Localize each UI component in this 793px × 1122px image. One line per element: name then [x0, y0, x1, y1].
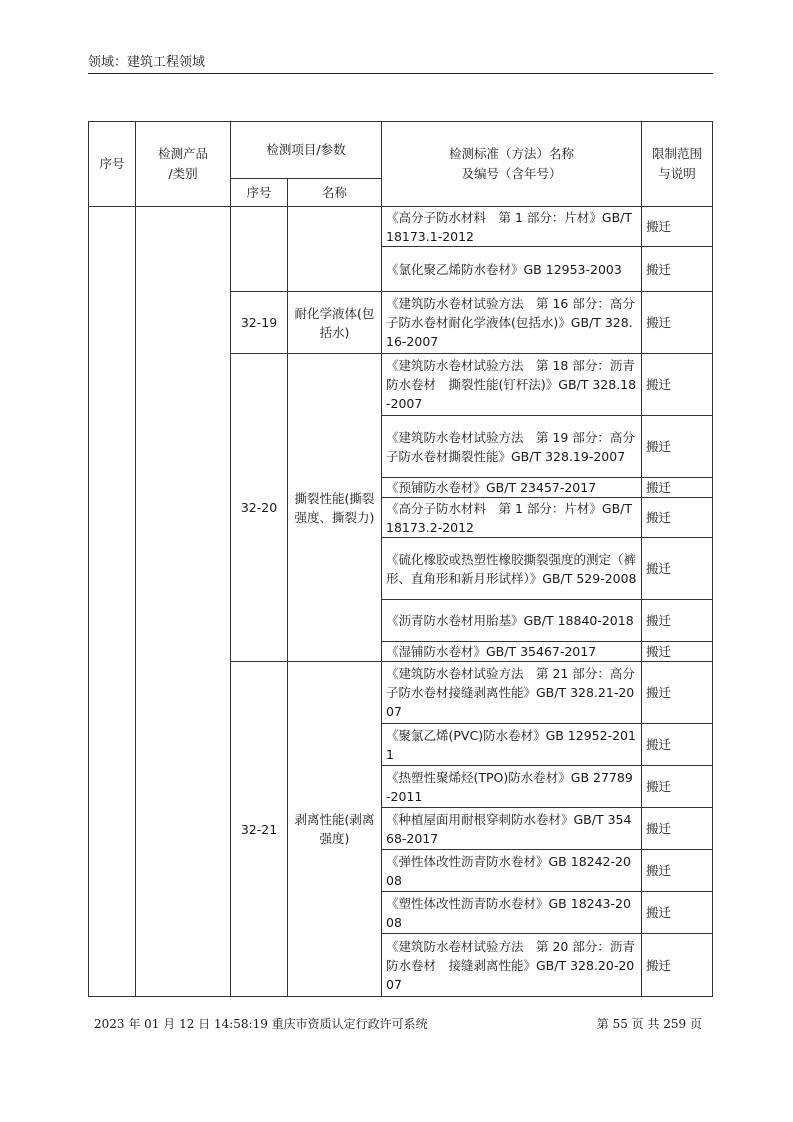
standard-cell: 《建筑防水卷材试验方法 第 16 部分：高分子防水卷材耐化学液体(包括水)》GB/T 328.16-2007	[382, 292, 642, 354]
standard-cell: 《湿铺防水卷材》GB/T 35467-2017	[382, 642, 642, 662]
page-header-domain: 领域：建筑工程领域	[88, 55, 206, 70]
header-item-name: 名称	[288, 179, 382, 207]
limit-cell: 搬迁	[642, 934, 713, 997]
limit-cell: 搬迁	[642, 416, 713, 478]
item-seq-cell: 32-20	[231, 354, 288, 662]
header-limit: 限制范围 与说明	[642, 122, 713, 207]
item-seq-cell: 32-19	[231, 292, 288, 354]
item-name-cell: 耐化学液体(包括水)	[288, 292, 382, 354]
header-divider	[88, 73, 713, 74]
header-product-category: 检测产品 /类别	[136, 122, 231, 207]
header-standard: 检测标准（方法）名称 及编号（含年号）	[382, 122, 642, 207]
limit-cell: 搬迁	[642, 600, 713, 642]
limit-cell: 搬迁	[642, 498, 713, 538]
item-seq-cell	[231, 207, 288, 292]
standard-cell: 《热塑性聚烯烃(TPO)防水卷材》GB 27789-2011	[382, 766, 642, 808]
standard-cell: 《建筑防水卷材试验方法 第 20 部分：沥青防水卷材 接缝剥离性能》GB/T 328.20-2007	[382, 934, 642, 997]
standard-cell: 《弹性体改性沥青防水卷材》GB 18242-2008	[382, 850, 642, 892]
standard-cell: 《高分子防水材料 第 1 部分：片材》GB/T 18173.1-2012	[382, 207, 642, 247]
limit-cell: 搬迁	[642, 354, 713, 416]
standard-cell: 《沥青防水卷材用胎基》GB/T 18840-2018	[382, 600, 642, 642]
limit-cell: 搬迁	[642, 207, 713, 247]
limit-cell: 搬迁	[642, 478, 713, 498]
inspection-standards-table	[88, 121, 713, 997]
header-seq: 序号	[89, 122, 136, 207]
item-name-cell: 撕裂性能(撕裂强度、撕裂力)	[288, 354, 382, 662]
header-item-seq: 序号	[231, 179, 288, 207]
limit-cell: 搬迁	[642, 538, 713, 600]
limit-cell: 搬迁	[642, 724, 713, 766]
header-item-parameter: 检测项目/参数	[231, 122, 382, 179]
limit-cell: 搬迁	[642, 766, 713, 808]
item-seq-cell: 32-21	[231, 662, 288, 997]
standard-cell: 《高分子防水材料 第 1 部分：片材》GB/T 18173.2-2012	[382, 498, 642, 538]
limit-cell: 搬迁	[642, 850, 713, 892]
footer-timestamp-system: 2023 年 01 月 12 日 14:58:19 重庆市资质认定行政许可系统	[94, 1017, 428, 1031]
standard-cell: 《塑性体改性沥青防水卷材》GB 18243-2008	[382, 892, 642, 934]
standard-cell: 《建筑防水卷材试验方法 第 19 部分：高分子防水卷材撕裂性能》GB/T 328.19-2007	[382, 416, 642, 478]
limit-cell: 搬迁	[642, 892, 713, 934]
limit-cell: 搬迁	[642, 808, 713, 850]
item-name-cell	[288, 207, 382, 292]
limit-cell: 搬迁	[642, 642, 713, 662]
standard-cell: 《硫化橡胶或热塑性橡胶撕裂强度的测定（裤形、直角形和新月形试样）》GB/T 529-2008	[382, 538, 642, 600]
standard-cell: 《建筑防水卷材试验方法 第 18 部分：沥青防水卷材 撕裂性能(钉杆法)》GB/T 328.18-2007	[382, 354, 642, 416]
seq-cell	[89, 207, 136, 997]
standard-cell: 《氯化聚乙烯防水卷材》GB 12953-2003	[382, 247, 642, 292]
limit-cell: 搬迁	[642, 247, 713, 292]
footer-page-info: 第 55 页 共 259 页	[596, 1017, 702, 1031]
standard-cell: 《聚氯乙烯(PVC)防水卷材》GB 12952-2011	[382, 724, 642, 766]
limit-cell: 搬迁	[642, 292, 713, 354]
item-name-cell: 剥离性能(剥离强度)	[288, 662, 382, 997]
product-cell	[136, 207, 231, 997]
limit-cell: 搬迁	[642, 662, 713, 724]
standard-cell: 《建筑防水卷材试验方法 第 21 部分：高分子防水卷材接缝剥离性能》GB/T 328.21-2007	[382, 662, 642, 724]
standard-cell: 《种植屋面用耐根穿刺防水卷材》GB/T 35468-2017	[382, 808, 642, 850]
standard-cell: 《预铺防水卷材》GB/T 23457-2017	[382, 478, 642, 498]
table-row	[89, 207, 713, 247]
